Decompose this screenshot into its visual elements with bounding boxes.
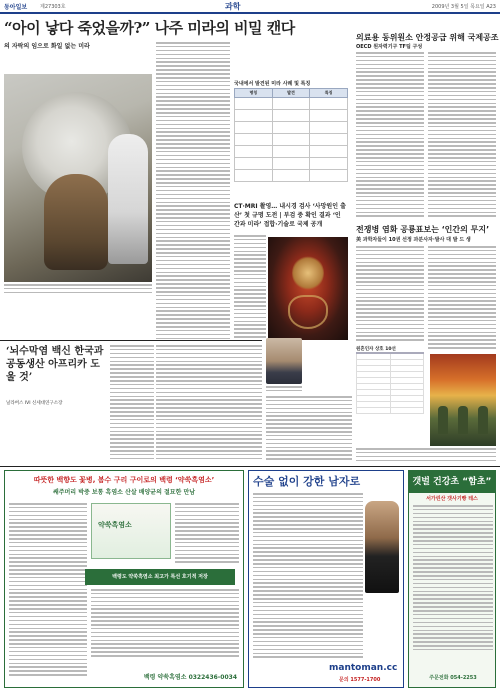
ad-side-text	[175, 503, 239, 565]
article-column-2	[156, 345, 262, 463]
dinosaur-column-2	[428, 246, 496, 350]
table-row	[235, 98, 348, 110]
product-label: 약쑥흑염소	[98, 521, 132, 529]
ct-article-heading: CT·MRI 촬영… 내시경 검사 ‘사망원인 출산’ 첫 규명 도전 | 부검 중 확인 결과 ‘인간과 미라’ 접합·기술로 국제 공개	[234, 203, 346, 228]
table-row	[235, 134, 348, 146]
ad-title: 갯벌 건강초 “함초”	[409, 471, 495, 493]
ad-subtitle: 서가린산 갯사기빵 테스	[426, 496, 478, 502]
ad-headline: 따뜻한 백향도 꽃병, 봄수 구리 구이로의 백령 ‘약쑥흑염소’	[33, 476, 215, 484]
photo-caption	[4, 284, 152, 296]
main-headline: “아이 낳다 죽었을까?” 나주 미라의 비밀 캔다	[4, 19, 295, 37]
dinosaur-article-subtitle: 美 과학자들이 10권 선정 과분사자·발사 대 발 드 생	[356, 237, 471, 243]
isotope-article-title: 의료용 동위원소 안정공급 위해 국제공조	[356, 33, 499, 42]
ad-body-text	[253, 493, 363, 661]
ct-scan-image	[268, 237, 348, 340]
ribcage-shape	[288, 295, 328, 329]
issue-number: 제27303호	[40, 4, 66, 10]
divider	[0, 466, 500, 467]
vaccine-byline: 닐라버스 IVI 신세대연구소장	[6, 401, 63, 406]
goat-extract-ad[interactable]	[4, 470, 244, 688]
firefighter-shape	[458, 406, 468, 434]
vaccine-column	[110, 345, 154, 463]
firefighters-photo	[430, 354, 496, 446]
section-title: 과학	[225, 2, 241, 11]
portrait-caption	[266, 386, 302, 394]
ad-header	[5, 471, 243, 499]
table-row	[235, 146, 348, 158]
table-row	[235, 170, 348, 182]
ad-phone: 백령 약쑥흑염소 0322436-0034	[143, 674, 237, 681]
mummy-table-title: 국내에서 발견된 미라 사례 및 특징	[234, 81, 311, 87]
dinosaur-article-title: 전쟁병 염화 공룡표보는 ‘인간의 무지’	[356, 225, 490, 234]
side-table	[356, 352, 424, 414]
interviewee-portrait	[266, 338, 302, 384]
ad-body-text	[413, 505, 493, 655]
vaccine-column-2	[266, 396, 352, 462]
table-row	[235, 158, 348, 170]
table-header: 명칭	[235, 89, 273, 98]
man-photo	[365, 501, 399, 593]
ad-subheadline: 쌔주머리 박중 보통 흑염소 산살 배양균의 절묘한 만남	[52, 489, 196, 496]
isotope-article-subtitle: OECD 원자력기구 TF팀 구성	[356, 44, 423, 50]
isotope-column-1	[356, 52, 424, 218]
table-header: 특징	[310, 89, 348, 98]
mummy-ct-photo	[4, 74, 152, 282]
divider	[0, 340, 262, 341]
article-column-3	[234, 235, 266, 340]
hamcho-ad[interactable]	[408, 470, 496, 688]
firefighter-shape	[438, 406, 448, 434]
ad-phone: 주문전화 054-2253	[429, 675, 477, 681]
vaccine-headline: ‘뇌수막염 백신 한국과 공동생산 아프리카 도울 것’	[6, 346, 104, 383]
table-row	[357, 408, 424, 414]
dinosaur-column-1	[356, 246, 424, 342]
ad-brand: mantoman.cc	[329, 663, 398, 673]
article-column-1	[156, 42, 230, 342]
ad-detail-text	[91, 589, 239, 661]
main-subhead: 의 자락의 임으로 화일 없는 미라	[4, 43, 90, 50]
ad-body-text	[9, 503, 87, 683]
page-header	[0, 0, 500, 14]
table-header: 발견	[272, 89, 310, 98]
ad-phone: 문의 1577-1700	[339, 677, 381, 683]
firefighter-shape	[478, 406, 488, 434]
side-table-title: 원흔인자 상호 10선	[356, 347, 396, 352]
mens-health-ad[interactable]	[248, 470, 404, 688]
table-row	[235, 110, 348, 122]
dinosaur-column-3	[356, 448, 496, 464]
skull-shape	[292, 255, 324, 291]
product-box	[91, 503, 171, 559]
mummy-shape	[44, 174, 108, 270]
isotope-column-2	[428, 52, 496, 218]
table-row	[235, 122, 348, 134]
ad-title: 수술 없이 강한 남자로	[253, 475, 361, 488]
newspaper-name: 동아일보	[4, 4, 28, 11]
researcher-shape	[108, 134, 148, 264]
mummy-table	[234, 88, 348, 182]
ad-banner: 백령도 약쑥흑염소 최고가 특선 호기적 저장	[85, 569, 235, 585]
page-date: 2009년 3월 5일 목요일 A23	[431, 4, 496, 10]
